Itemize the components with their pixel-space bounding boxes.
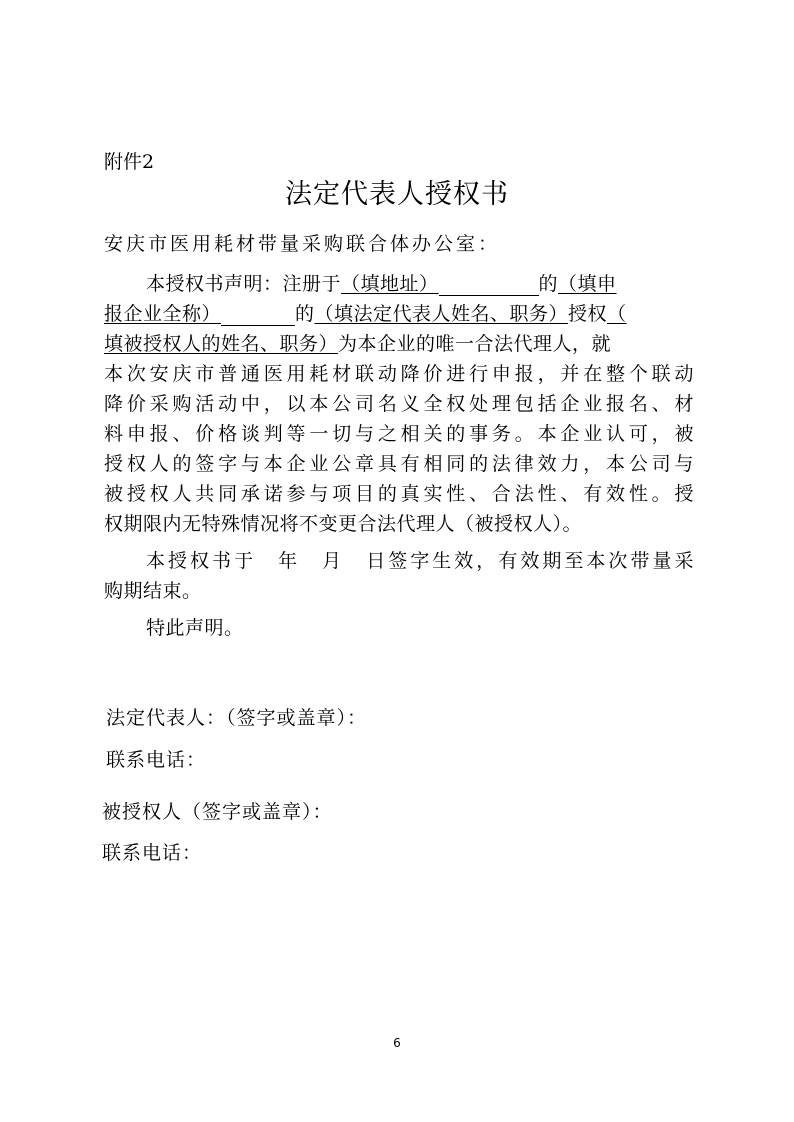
para1-line2 <box>104 299 694 326</box>
fill-company-field-cont: 报企业全称） <box>104 303 222 325</box>
document-title: 法定代表人授权书 <box>285 179 509 210</box>
addressee: 安庆市医用耗材带量采购联合体办公室： <box>104 233 501 255</box>
para2-line1: 本授权书于 年 月 日签字生效，有效期至本次带量采 <box>146 550 694 572</box>
para2-line2: 购期结束。 <box>104 580 202 602</box>
fill-authorized-field: （ <box>607 303 627 325</box>
para1-text: 的 <box>538 273 559 295</box>
para1-text: 本授权书声明：注册于 <box>146 273 342 295</box>
para1-line3 <box>104 329 694 356</box>
para1-text: 的 <box>295 303 315 325</box>
authorized-phone: 联系电话： <box>102 842 203 864</box>
para1-line8: 被授权人共同承诺参与项目的真实性、合法性、有效性。授 <box>104 483 694 505</box>
fill-company-field: （填申 <box>558 273 617 295</box>
para1-line4: 本次安庆市普通医用耗材联动降价进行申报，并在整个联动 <box>104 363 694 385</box>
para1-line7: 授权人的签字与本企业公章具有相同的法律效力，本公司与 <box>104 453 694 475</box>
para1-line6: 料申报、价格谈判等一切与之相关的事务。本企业认可，被 <box>104 423 694 445</box>
legal-rep-phone: 联系电话： <box>106 749 207 771</box>
company-blank <box>221 305 295 326</box>
fill-legal-rep-field: （填法定代表人姓名、职务） <box>314 303 569 325</box>
para3: 特此声明。 <box>146 617 244 639</box>
attachment-label: 附件2 <box>104 151 155 173</box>
fill-address-field: （填地址） <box>341 273 439 295</box>
para1-text: 为本企业的唯一合法代理人，就 <box>338 333 612 355</box>
authorized-signature: 被授权人（签字或盖章）： <box>102 801 333 823</box>
para1-text: 授权 <box>568 303 608 325</box>
para1-line5: 降价采购活动中，以本公司名义全权处理包括企业报名、材 <box>104 393 694 415</box>
para1-line9: 权期限内无特殊情况将不变更合法代理人（被授权人）。 <box>104 513 583 535</box>
para1-line1 <box>146 269 694 296</box>
address-blank <box>439 275 539 296</box>
page-number: 6 <box>393 1036 401 1050</box>
fill-authorized-field-cont: 填被授权人的姓名、职务） <box>104 333 339 355</box>
legal-rep-signature: 法定代表人：（签字或盖章）： <box>106 707 368 729</box>
